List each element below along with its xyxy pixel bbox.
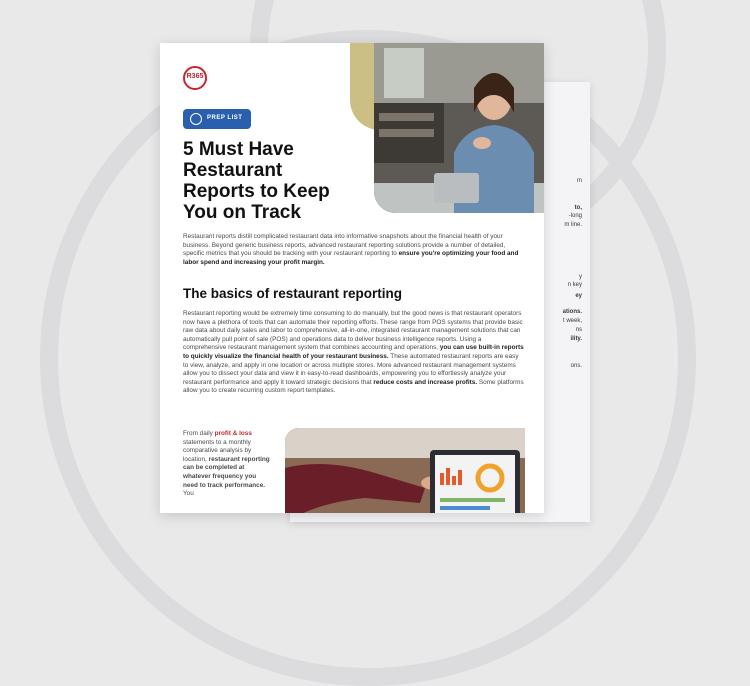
dashboard-photo xyxy=(285,428,525,513)
profit-loss-link[interactable]: profit & loss xyxy=(214,430,252,437)
hero-photo-illustration xyxy=(374,43,544,213)
intro-emphasis: ensure you're optimizing your food and labor spend and increasing your profit margin. xyxy=(183,250,519,266)
back-page-text: ns xyxy=(575,327,582,333)
back-page-text: to, xyxy=(574,205,582,211)
back-page-text: ons. xyxy=(570,363,582,369)
section-text-1: Restaurant reporting would be extremely time consuming to do manually, but the good news is that restaurant operators now have a plethora of tools that can automate their reporting efforts. These range from POS systems that provide basic raw data about daily sales and labor to comprehensive, all-in-one, integrated restaurant management solutions that can automatically pull point of sale (POS) and operations data to deliver business intelligence reports. Using a comprehensive restaurant management system that combines accounting and operations, xyxy=(183,310,523,352)
back-page-text: ey xyxy=(575,293,582,299)
intro-paragraph xyxy=(183,233,525,267)
section-paragraph xyxy=(183,310,525,396)
hero-photo xyxy=(374,43,544,213)
section-text-2: These automated restaurant reports are easy to view, analyze, and apply in one location or across multiple stores. More advanced restaurant management systems allow you to dissect your data and view it in easy-to-read dashboards, empowering you to effortlessly analyze your restaurant performance and apply it toward strategic decisions that xyxy=(183,352,519,386)
r365-logo xyxy=(183,66,207,90)
back-page-text: n key xyxy=(567,282,582,288)
document-page xyxy=(160,43,544,513)
checklist-icon xyxy=(190,113,202,125)
back-page-text: m line. xyxy=(564,222,582,228)
section-text-3: Some platforms allow you to create recurring custom report templates. xyxy=(183,378,524,395)
back-page-text: ations. xyxy=(562,309,582,315)
intro-text: Restaurant reports distill complicated restaurant data into informative snapshots about the financial health of your business. Beyond generic business reports, advanced restaurant reporting solutions provide a number of detailed, specific metrics that you should be tracking with your restaurant reporting to xyxy=(183,233,506,258)
column-emphasis: restaurant reporting can be completed at whatever frequency you need to track performance. xyxy=(183,455,270,489)
back-page-text: -long xyxy=(568,213,582,219)
dashboard-photo-illustration xyxy=(285,428,525,513)
section-emphasis-1: you can use built-in reports to quickly visualize the financial health of your restaurant business. xyxy=(183,344,524,360)
document-title: 5 Must Have Restaurant Reports to Keep You on Track xyxy=(183,139,330,223)
back-page-text: t week, xyxy=(562,318,582,324)
back-page-text: ility. xyxy=(570,336,582,342)
section-heading: The basics of restaurant reporting xyxy=(183,286,403,301)
section-emphasis-2: reduce costs and increase profits. xyxy=(373,378,478,386)
badge-label: PREP LIST xyxy=(207,115,243,121)
back-page-text: y xyxy=(579,274,582,280)
back-page-text: m xyxy=(577,178,582,184)
column-paragraph xyxy=(183,430,271,499)
column-text-3: You xyxy=(183,490,194,498)
prep-list-badge xyxy=(183,109,251,129)
logo-text: R365 xyxy=(186,73,204,80)
column-text-2: statements to a monthly comparative analysis by location, xyxy=(183,438,252,463)
column-text-1: From daily xyxy=(183,430,215,437)
